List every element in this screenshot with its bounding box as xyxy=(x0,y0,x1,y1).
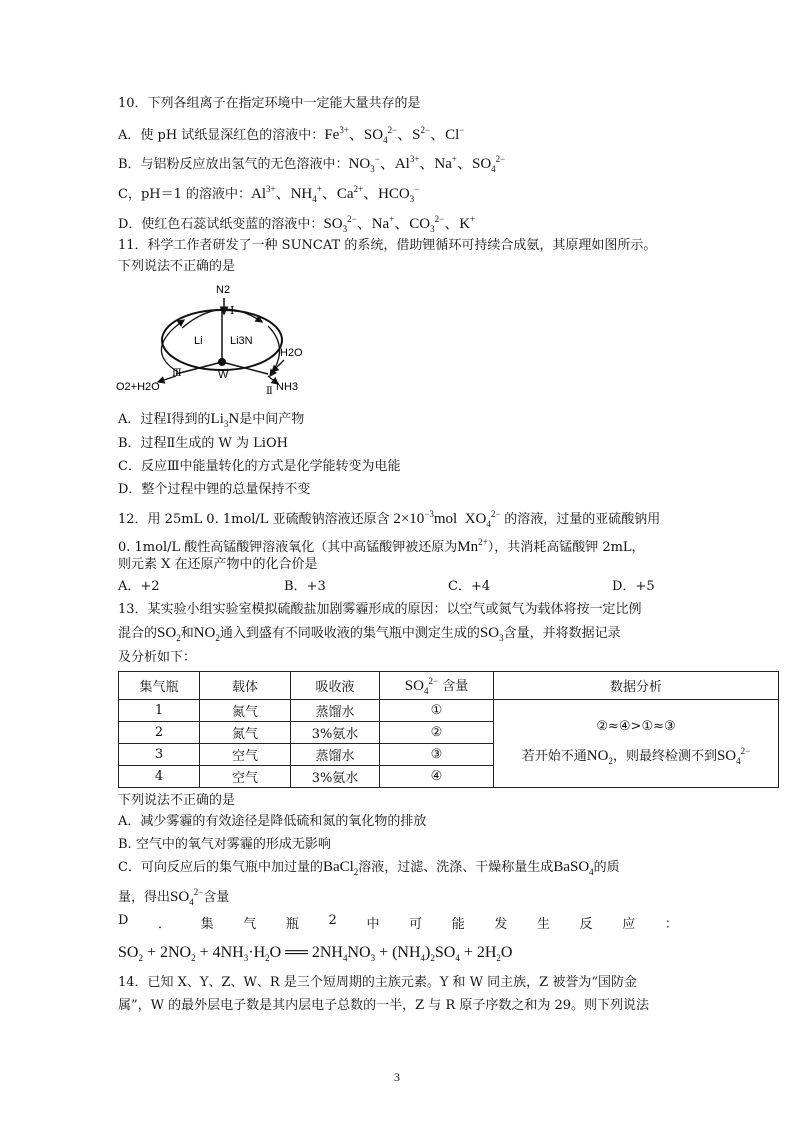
q13-line2b: 和 xyxy=(180,626,194,641)
data-table xyxy=(118,671,779,788)
d-char: ： xyxy=(664,917,678,932)
q12-line1 xyxy=(118,505,660,533)
header-absorbent: 吸收液 xyxy=(291,672,380,700)
q13-c1c: 的质 xyxy=(593,860,620,875)
table-row xyxy=(119,700,779,722)
q13-so3: $SO_3$ xyxy=(479,625,504,643)
header-bottle: 集气瓶 xyxy=(119,672,200,700)
q13-option-c-cont xyxy=(118,883,229,911)
q12-line1b: 的溶液，过量的亚硫酸钠用 xyxy=(504,512,661,527)
q11-stem-line2: 下列说法不正确的是 xyxy=(118,259,236,274)
q12-options xyxy=(118,578,678,596)
d-char: 中 xyxy=(366,917,380,932)
cell: 3 xyxy=(119,744,200,766)
q13-option-c[interactable] xyxy=(118,858,620,881)
analysis-line1: ②≈④>①≈③ xyxy=(596,718,676,734)
q12-option-a[interactable]: A．+2 xyxy=(118,579,160,594)
q11-option-b[interactable]: B．过程Ⅱ生成的 W 为 LiOH xyxy=(118,436,288,451)
label-w: W xyxy=(218,369,229,381)
cell: 1 xyxy=(119,700,200,722)
cell: ③ xyxy=(380,744,494,766)
q10-option-c[interactable] xyxy=(118,180,419,208)
label-step3: Ⅲ xyxy=(172,368,182,379)
q13-c2b: 含量 xyxy=(203,890,230,905)
cell: 3%氨水 xyxy=(291,722,380,744)
q13-so2: $SO_2$ xyxy=(157,625,181,643)
q11-a-pre: A．过程Ⅰ得到的 xyxy=(118,412,211,427)
q11-option-d[interactable]: D．整个过程中锂的总量保持不变 xyxy=(118,482,311,497)
q13-c1b: 溶液，过滤、洗涤、干燥称量生成 xyxy=(358,860,554,875)
q11-option-a[interactable] xyxy=(118,410,304,433)
cell: 蒸馏水 xyxy=(291,700,380,722)
analysis-line2: 若开始不通$NO_2$，则最终检测不到$SO_4^{2-}$ xyxy=(521,745,751,766)
cell: 4 xyxy=(119,766,200,788)
d-char: 瓶 xyxy=(285,917,299,932)
cell: ① xyxy=(380,700,494,722)
q10-a-text: A．使 pH 试纸显深红色的溶液中： xyxy=(118,128,325,143)
cell: 3%氨水 xyxy=(291,766,380,788)
q10-b-ions: $NO_3^-$、$Al^{3+}$、Na+、$SO_4^{2-}$ xyxy=(348,154,506,174)
q12-line2a: 0. 1mol/L 酸性高锰酸钾溶液氧化（其中高锰酸钾被还原为 xyxy=(118,540,458,555)
table-header-row xyxy=(119,672,779,700)
label-step2: Ⅱ xyxy=(266,386,273,397)
q12-line2 xyxy=(118,533,645,557)
q13-option-d[interactable] xyxy=(118,913,678,932)
cell: 空气 xyxy=(200,766,291,788)
label-o2-h2o: O2+H2O xyxy=(116,381,160,393)
analysis-cell xyxy=(494,700,779,788)
d-char: 生 xyxy=(536,917,550,932)
q12-line3: 则元素 X 在还原产物中的化合价是 xyxy=(118,557,318,572)
label-h2o: H2O xyxy=(280,347,303,359)
center-dot xyxy=(218,358,226,366)
q13-line2d: 含量，并将数据记录 xyxy=(503,626,621,641)
d-char: 集 xyxy=(200,917,214,932)
q13-c1a: C．可向反应后的集气瓶中加过量的 xyxy=(118,860,323,875)
cell: 蒸馏水 xyxy=(291,744,380,766)
d-char: 可 xyxy=(409,917,423,932)
arc-arrow-left xyxy=(161,320,184,372)
q12-option-d[interactable]: D．+5 xyxy=(612,579,655,594)
q11-stem-line1: 11．科学工作者研发了一种 SUNCAT 的系统，借助锂循环可持续合成氨，其原理如图所示。 xyxy=(118,238,657,253)
header-carrier: 载体 xyxy=(200,672,291,700)
label-n2: N2 xyxy=(216,284,231,296)
d-char: 2 xyxy=(328,913,337,928)
q13-line2a: 混合的 xyxy=(118,626,158,641)
cell: ④ xyxy=(380,766,494,788)
header-analysis: 数据分析 xyxy=(494,672,779,700)
q13-no2: $NO_2$ xyxy=(193,625,220,643)
q13-c2a: 量，得出 xyxy=(118,890,171,905)
q13-line2c: 通入到盛有不同吸收液的集气瓶中测定生成的 xyxy=(219,626,480,641)
q13-line1: 13．某实验小组实验室模拟硫酸盐加剧雾霾形成的原因：以空气或氮气为载体将按一定比例 xyxy=(118,602,642,617)
q12-amount: $2\times 10^{-3}mol$ $XO_4^{2-}$ xyxy=(389,509,501,529)
q10-d-ions: $SO_3^{2-}$、Na+、$CO_3^{2-}$、K+ xyxy=(323,214,476,234)
q12-option-c[interactable]: C．+4 xyxy=(448,579,491,594)
q10-c-ions: $Al^{3+}$、$NH_4^+$、$Ca^{2+}$、$HCO_3^-$ xyxy=(251,184,420,204)
q13-option-b[interactable]: B. 空气中的氧气对雾霾的形成无影响 xyxy=(118,837,331,852)
q10-option-d[interactable] xyxy=(118,210,475,238)
q10-c-text: C，pH＝1 的溶液中： xyxy=(118,187,252,202)
d-char: 应 xyxy=(622,917,636,932)
q12-line2b: ），共消耗高锰酸钾 2mL， xyxy=(487,540,645,555)
q10-d-text: D．使红色石蕊试纸变蓝的溶液中： xyxy=(118,217,324,232)
d-char: 发 xyxy=(494,917,508,932)
q13-d-equation: $SO_2 + 2NO_2 + 4NH_3\cdot H_2O$ ══ $2NH_4NO_3 + (NH_4)_2SO_4 + 2H_2O$ xyxy=(118,944,513,964)
q12-option-b[interactable]: B．+3 xyxy=(284,579,326,594)
q13-baso4: BaSO$_4$ xyxy=(553,859,594,877)
q10-a-ions: $Fe^{3+}$、$SO_4^{2-}$、$S^{2-}$、Cl− xyxy=(324,125,465,145)
label-nh3: NH3 xyxy=(276,381,299,393)
d-char: D xyxy=(118,913,129,928)
q12-mn: $Mn^{2+}$ xyxy=(457,537,488,555)
label-step1: Ⅰ xyxy=(230,304,235,317)
q13-bacl2: BaCl$_2$ xyxy=(322,859,359,877)
d-char: 能 xyxy=(451,917,465,932)
cell: 氮气 xyxy=(200,700,291,722)
cell: ② xyxy=(380,722,494,744)
q12-line1a: 12．用 25mL 0. 1mol/L 亚硫酸钠溶液还原含 xyxy=(118,512,390,527)
q13-line3: 及分析如下： xyxy=(118,650,197,665)
q10-option-a[interactable] xyxy=(118,121,464,149)
header-content: $SO_4^{2-}$ 含量 xyxy=(380,672,494,700)
cell: 氮气 xyxy=(200,722,291,744)
d-char: 气 xyxy=(243,917,257,932)
q10-option-b[interactable] xyxy=(118,150,505,178)
q13-after: 下列说法不正确的是 xyxy=(118,793,236,808)
cell: 空气 xyxy=(200,744,291,766)
q11-a-formula: $Li_3N$ xyxy=(210,411,240,429)
label-li: Li xyxy=(194,335,203,347)
q14-line2: 属”，W 的最外层电子数是其内层电子总数的一半，Z 与 R 原子序数之和为 29。则下列说法 xyxy=(118,998,650,1013)
q10-b-text: B．与铝粉反应放出氢气的无色溶液中： xyxy=(118,157,349,172)
label-li3n: Li3N xyxy=(230,335,253,347)
cell: 2 xyxy=(119,722,200,744)
page-number: 3 xyxy=(394,1070,400,1084)
q11-a-post: 是中间产物 xyxy=(239,412,305,427)
q13-line2 xyxy=(118,624,621,647)
lithium-cycle-diagram xyxy=(112,280,312,400)
q10-stem: 10．下列各组离子在指定环境中一定能大量共存的是 xyxy=(118,96,421,111)
d-char: ． xyxy=(158,917,172,932)
d-char: 反 xyxy=(579,917,593,932)
q11-option-c[interactable]: C．反应Ⅲ中能量转化的方式是化学能转变为电能 xyxy=(118,459,401,474)
q14-line1: 14．已知 X、Y、Z、W、R 是三个短周期的主族元素。Y 和 W 同主族，Z 被誉为“国防金 xyxy=(118,975,637,990)
q13-option-a[interactable]: A．减少雾霾的有效途径是降低硫和氮的氧化物的排放 xyxy=(118,814,427,829)
q13-so4: $SO_4^{2-}$ xyxy=(170,887,204,907)
